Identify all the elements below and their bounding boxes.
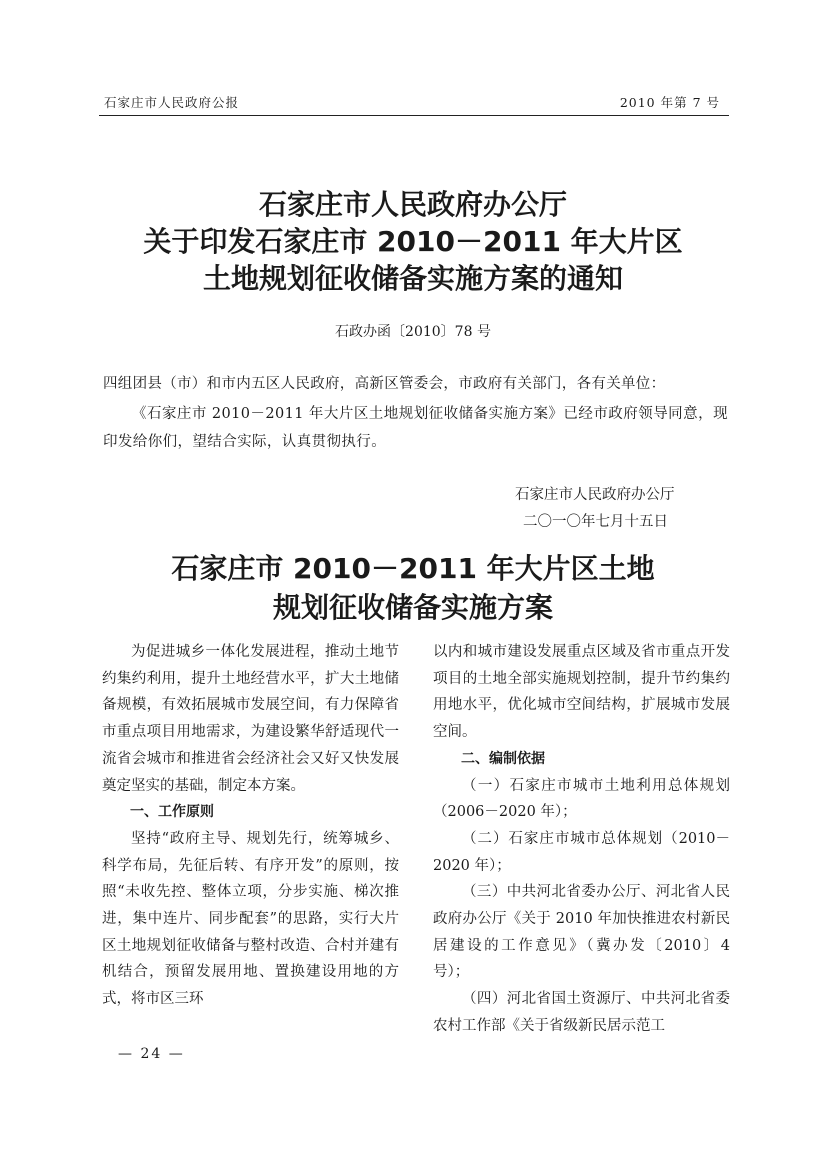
plan-title-line-2: 规划征收储备实施方案	[272, 591, 553, 624]
right-paragraph-continued: 以内和城市建设发展重点区域及省市重点开发项目的土地全部实施规划控制，提升节约集约用地水平，优化城市空间结构，扩展城市发展空间。	[433, 644, 730, 741]
notice-title-line-3: 土地规划征收储备实施方案的通知	[202, 262, 623, 295]
document-number: 石政办函〔2010〕78 号	[335, 324, 491, 340]
header-rule	[99, 115, 729, 116]
basis-item: （二）石家庄市城市总体规划（2010－2020 年）；	[433, 830, 730, 874]
section-heading: 一、工作原则	[130, 804, 214, 821]
basis-item: （四）河北省国土资源厅、中共河北省委农村工作部《关于省级新民居示范工	[433, 991, 730, 1034]
running-header-left: 石家庄市人民政府公报	[104, 95, 240, 110]
section-heading: 二、编制依据	[461, 750, 545, 767]
left-paragraph: 为促进城乡一体化发展进程，推动土地节约集约利用，提升土地经营水平，扩大土地储备规模，有效拓展城市发展空间，有力保障省市重点项目用地需求，为建设繁华舒适现代一流省会城市和推进省会经济社会又好又快发展奠定坚实的基础，制定本方案。	[102, 644, 399, 794]
signature: 石家庄市人民政府办公厅	[515, 487, 675, 503]
basis-item: （三）中共河北省委办公厅、河北省人民政府办公厅《关于 2010 年加快推进农村新民居建设的工作意见》（冀办发〔2010〕4 号）；	[433, 884, 730, 981]
running-header-right: 2010 年第 7 号	[619, 95, 720, 110]
left-paragraph: 坚持“政府主导、规划先行，统筹城乡、科学布局，先征后转、有序开发”的原则，按照“未收先控、整体立项，分步实施、梯次推进，集中连片、同步配套”的思路，实行大片区土地规划征收储备与整村改造、合村并建有机结合，预留发展用地、置换建设用地的方式，将市区三环	[102, 830, 399, 1008]
notice-body: 《石家庄市 2010－2011 年大片区土地规划征收储备实施方案》已经市政府领导同意，现印发给你们，望结合实际，认真贯彻执行。	[103, 406, 728, 450]
page-number: — 24 —	[118, 1046, 185, 1062]
notice-title-line-2: 关于印发石家庄市 2010－2011 年大片区	[143, 225, 683, 258]
signature-date: 二〇一〇年七月十五日	[523, 514, 668, 530]
plan-title-line-1: 石家庄市 2010－2011 年大片区土地	[171, 552, 655, 585]
right-column	[433, 639, 730, 1040]
left-column	[102, 639, 399, 1013]
notice-title-line-1: 石家庄市人民政府办公厅	[258, 188, 567, 221]
basis-item: （一）石家庄市城市土地利用总体规划（2006－2020 年）；	[433, 777, 730, 821]
addressee: 四组团县（市）和市内五区人民政府，高新区管委会，市政府有关部门，各有关单位：	[103, 376, 666, 392]
